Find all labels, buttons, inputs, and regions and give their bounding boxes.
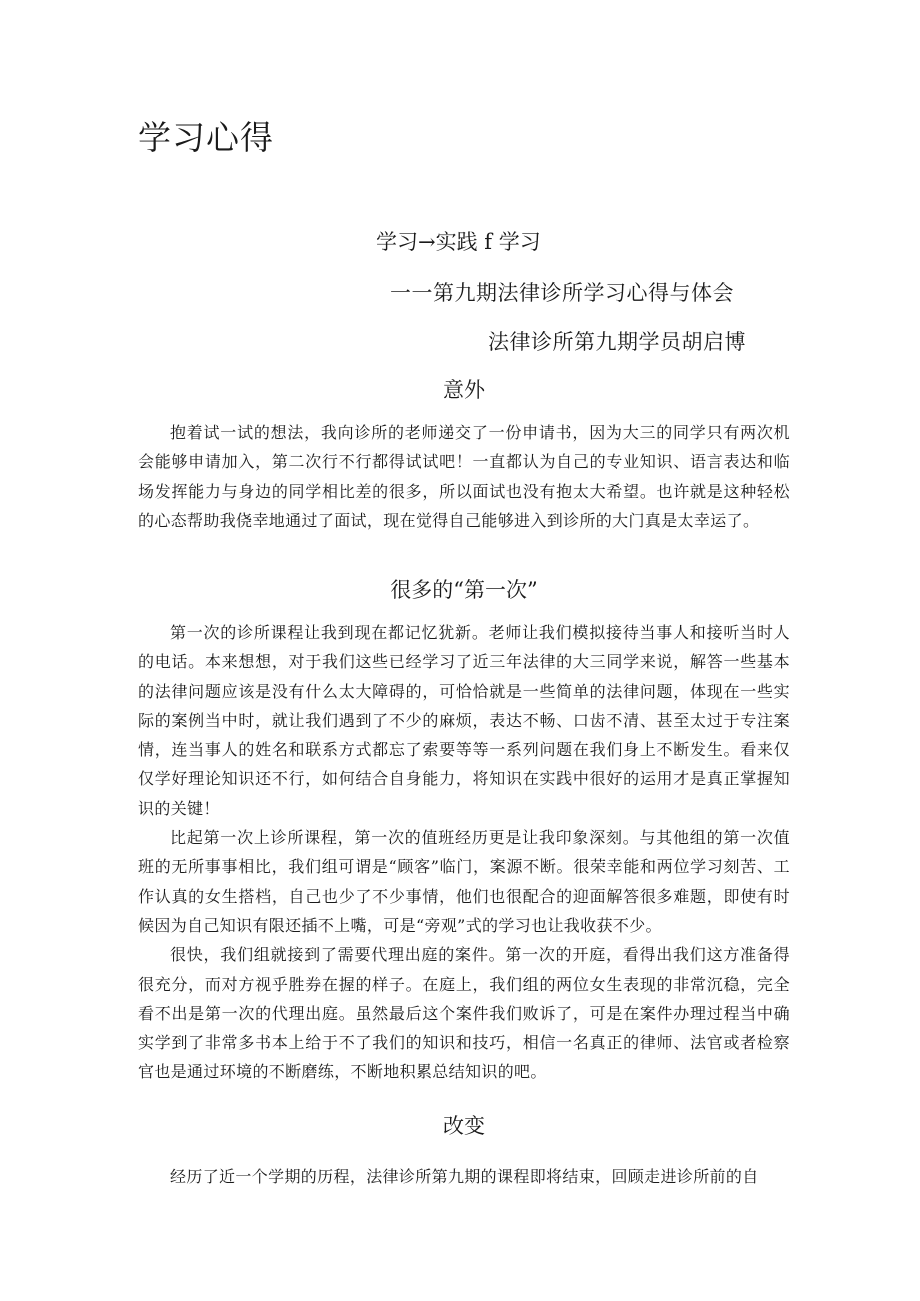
section-heading: 意外 bbox=[443, 378, 485, 402]
author-line: 法律诊所第九期学员胡启博 bbox=[488, 330, 746, 354]
paragraph: 经历了近一个学期的历程，法律诊所第九期的课程即将结束，回顾走进诊所前的自 bbox=[170, 1167, 759, 1186]
paragraph: 很快，我们组就接到了需要代理出庭的案件。第一次的开庭，看得出我们这方准备得很充分，而对方视乎胜券在握的样子。在庭上，我们组的两位女生表现的非常沉稳，完全看不出是第一次的代理出庭。虽然最后这个案件我们败诉了，可是在案件办理过程当中确实学到了非常多书本上给于不了我们的知识和技巧，相信一名真正的律师、法官或者检察官也是通过环境的不断磨练，不断地积累总结知识的吧。 bbox=[138, 945, 790, 1082]
section-heading: 很多的“第一次” bbox=[390, 578, 538, 602]
section-change bbox=[138, 1110, 790, 1191]
section-heading: 改变 bbox=[443, 1114, 485, 1138]
section-unexpected bbox=[138, 374, 790, 535]
essay-title: 学习→实践 f 学习 bbox=[376, 230, 541, 254]
document-title: 学习心得 bbox=[138, 118, 274, 157]
section-many-firsts bbox=[138, 574, 790, 1087]
paragraph: 抱着试一试的想法，我向诊所的老师递交了一份申请书，因为大三的同学只有两次机会能够申请加入，第二次行不行都得试试吧！一直都认为自己的专业知识、语言表达和临场发挥能力与身边的同学相比差的很多，所以面试也没有抱太大希望。也许就是这种轻松的心态帮助我侥幸地通过了面试，现在觉得自己能够进入到诊所的大门真是太幸运了。 bbox=[138, 423, 790, 530]
paragraph: 第一次的诊所课程让我到现在都记忆犹新。老师让我们模拟接待当事人和接听当时人的电话。本来想想，对于我们这些已经学习了近三年法律的大三同学来说，解答一些基本的法律问题应该是没有什么太大障碍的，可恰恰就是一些简单的法律问题，体现在一些实际的案例当中时，就让我们遇到了不少的麻烦，表达不畅、口齿不清、甚至太过于专注案情，连当事人的姓名和联系方式都忘了索要等等一系列问题在我们身上不断发生。看来仅仅学好理论知识还不行，如何结合自身能力，将知识在实践中很好的运用才是真正掌握知识的关键！ bbox=[138, 623, 790, 818]
paragraph: 比起第一次上诊所课程，第一次的值班经历更是让我印象深刻。与其他组的第一次值班的无所事事相比，我们组可谓是“顾客”临门，案源不断。很荣幸能和两位学习刻苦、工作认真的女生搭档，自己也少了不少事情，他们也很配合的迎面解答很多难题，即使有时候因为自己知识有限还插不上嘴，可是“旁观”式的学习也让我收获不少。 bbox=[138, 828, 790, 935]
essay-subtitle: 一一第九期法律诊所学习心得与体会 bbox=[390, 281, 734, 305]
